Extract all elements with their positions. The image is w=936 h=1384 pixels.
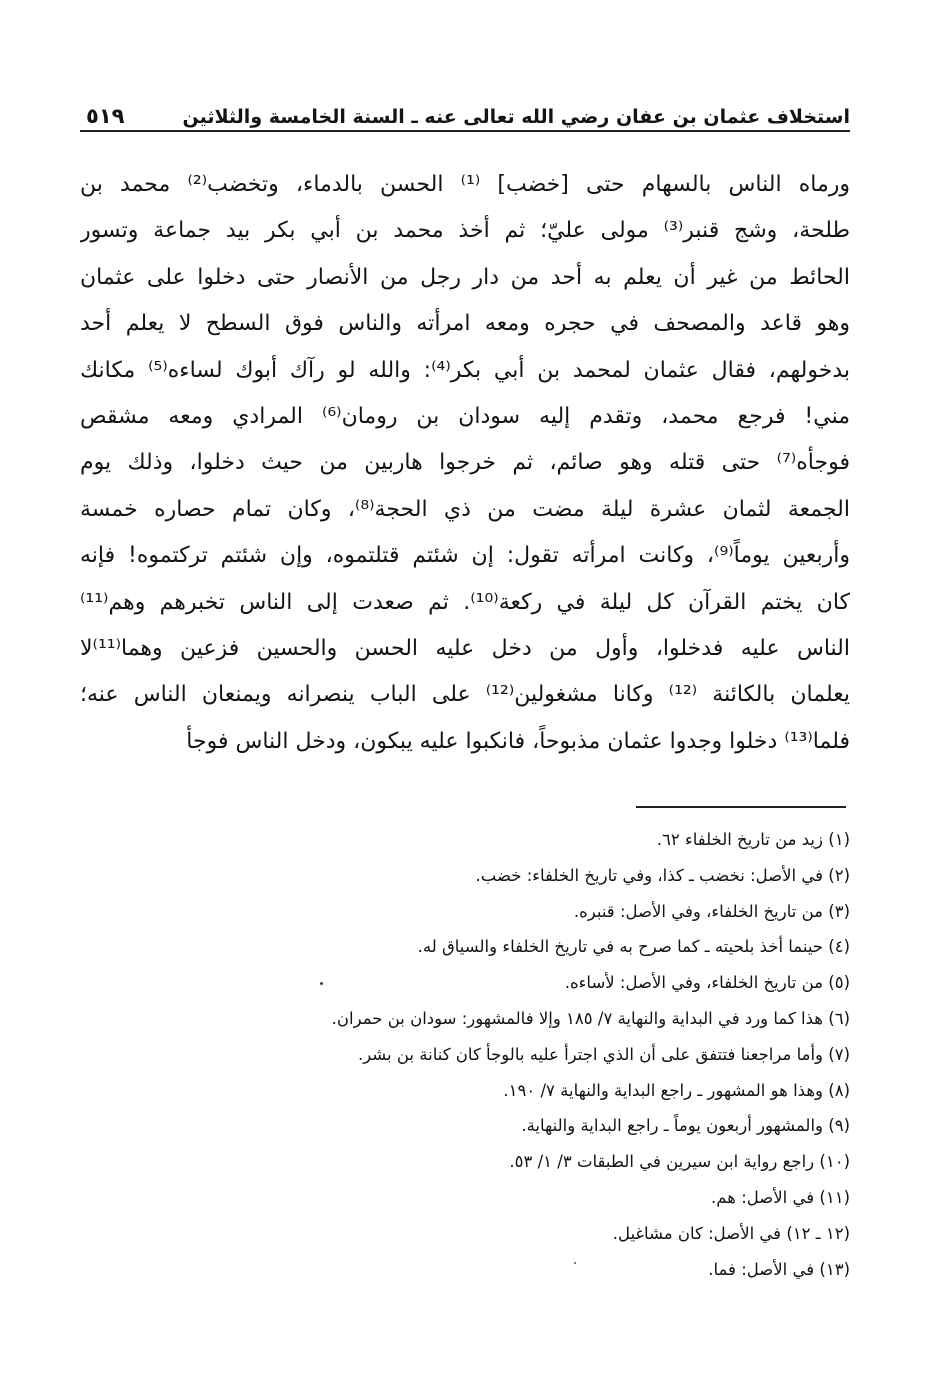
footnote: (١٣) في الأصل: فما.: [708, 1259, 850, 1279]
text-line: بدخولهم، فقال عثمان لمحمد بن أبي بكر⁽⁴⁾: والله لو رآك أبوك لساءه⁽⁵⁾ مكانك: [80, 357, 850, 383]
text-line: الحائط من غير أن يعلم به أحد من دار رجل من الأنصار حتى دخلوا على عثمان: [80, 264, 850, 290]
text-line: يعلمان بالكائنة ⁽¹²⁾ وكانا مشغولين⁽¹²⁾ على الباب ينصرانه ويمنعان الناس عنه؛: [80, 682, 850, 708]
footnote: (٤) حينما أخذ بلحيته ـ كما صرح به في تاريخ الخلفاء والسياق له.: [417, 937, 850, 957]
text-line: طلحة، وشج قنبر⁽³⁾ مولى عليّ؛ ثم أخذ محمد بن أبي بكر بيد جماعة وتسور: [80, 218, 850, 244]
text-line: وهو قاعد والمصحف في حجره ومعه امرأته والناس فوق السطح لا يعلم أحد: [80, 311, 850, 337]
footnote: (١٠) راجع رواية ابن سيرين في الطبقات ٣/ ١/ ٥٣.: [509, 1152, 850, 1172]
text-line: الجمعة لثمان عشرة ليلة مضت من ذي الحجة⁽⁸⁾، وكان تمام حصاره خمسة: [80, 496, 850, 522]
text-line: ورماه الناس بالسهام حتى [خضب] ⁽¹⁾ الحسن بالدماء، وتخضب⁽²⁾ محمد بن: [80, 172, 850, 197]
running-title: استخلاف عثمان بن عفان رضي الله تعالى عنه ـ السنة الخامسة والثلاثين: [182, 106, 850, 128]
footnote: (٣) من تاريخ الخلفاء، وفي الأصل: قنبره.: [573, 901, 850, 921]
footnote: (٧) وأما مراجعنا فتتفق على أن الذي اجترأ عليه بالوجأ كان كنانة بن بشر.: [357, 1044, 850, 1064]
scan-speck: [320, 982, 323, 985]
main-text: [80, 162, 850, 765]
text-line: وأربعين يوماً⁽⁹⁾، وكانت امرأته تقول: إن شئتم قتلتموه، وإن شئتم تركتموه! فإنه: [80, 543, 850, 569]
footnote: (٨) وهذا هو المشهور ـ راجع البداية والنهاية ٧/ ١٩٠.: [503, 1080, 850, 1100]
footnote: (٦) هذا كما ورد في البداية والنهاية ٧/ ١٨٥ وإلا فالمشهور: سودان بن حمران.: [331, 1008, 850, 1028]
text-line: كان يختم القرآن كل ليلة في ركعة⁽¹⁰⁾. ثم صعدت إلى الناس تخبرهم وهم⁽¹¹⁾: [80, 589, 850, 615]
footnote: (١) زيد من تاريخ الخلفاء ٦٢.: [656, 830, 850, 849]
footnote: (٢) في الأصل: نخضب ـ كذا، وفي تاريخ الخلفاء: خضب.: [475, 865, 850, 885]
scan-speck: [574, 1262, 576, 1264]
running-header: [80, 92, 850, 128]
footnote-separator: [636, 806, 846, 808]
page-number: ٥١٩: [86, 104, 125, 128]
footnote: (١١) في الأصل: هم.: [711, 1187, 850, 1207]
text-line: فلما⁽¹³⁾ دخلوا وجدوا عثمان مذبوحاً، فانكبوا عليه يبكون، ودخل الناس فوجأ: [186, 728, 850, 754]
footnote: (١٢ ـ ١٢) في الأصل: كان مشاغيل.: [612, 1223, 850, 1243]
header-rule: [80, 130, 850, 132]
footnote: (٥) من تاريخ الخلفاء، وفي الأصل: لأساءه.: [564, 973, 850, 993]
footnote: (٩) والمشهور أربعون يوماً ـ راجع البداية والنهاية.: [521, 1116, 850, 1136]
footnotes: [80, 822, 850, 1287]
text-line: الناس عليه فدخلوا، وأول من دخل عليه الحسن والحسين فزعين وهما⁽¹¹⁾لا: [80, 635, 850, 661]
text-line: مني! فرجع محمد، وتقدم إليه سودان بن رومان⁽⁶⁾ المرادي ومعه مشقص: [80, 403, 850, 429]
text-line: فوجأه⁽⁷⁾ حتى قتله وهو صائم، ثم خرجوا هاربين من حيث دخلوا، وذلك يوم: [80, 450, 850, 476]
